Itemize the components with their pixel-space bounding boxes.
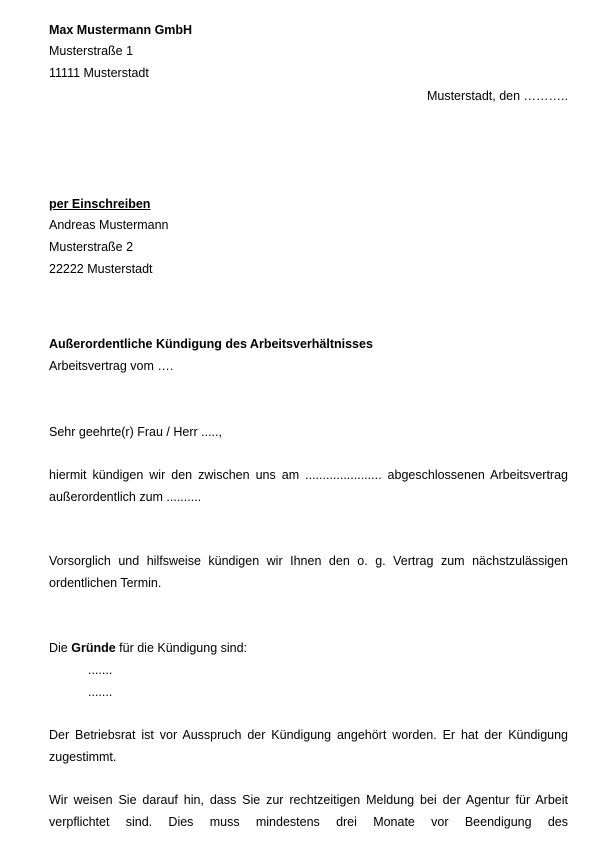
reasons-intro bbox=[49, 640, 247, 656]
recipient-city: 22222 Musterstadt bbox=[49, 262, 153, 276]
sender-city: 11111 Musterstadt bbox=[49, 66, 149, 80]
subject-line: Außerordentliche Kündigung des Arbeitsverhältnisses bbox=[49, 337, 373, 351]
place-date: Musterstadt, den ……….. bbox=[426, 89, 568, 103]
sender-street: Musterstraße 1 bbox=[49, 44, 134, 58]
contract-reference: Arbeitsvertrag vom …. bbox=[49, 359, 174, 373]
reason-item: ....... bbox=[88, 663, 113, 677]
paragraph-line: zugestimmt. bbox=[49, 750, 117, 764]
paragraph-line: Der Betriebsrat ist vor Ausspruch der Kündigung angehört worden. Er hat der Kündigung bbox=[49, 728, 568, 742]
paragraph-line: hiermit kündigen wir den zwischen uns am ...................... abgeschlossenen Arbeitsvertrag bbox=[49, 468, 568, 482]
reasons-prefix: Die bbox=[49, 641, 72, 655]
reasons-suffix: für die Kündigung sind: bbox=[115, 641, 248, 655]
paragraph-line: Wir weisen Sie darauf hin, dass Sie zur rechtzeitigen Meldung bei der Agentur für Arbeit bbox=[49, 793, 568, 807]
reasons-bold-word: Gründe bbox=[71, 641, 116, 655]
salutation: Sehr geehrte(r) Frau / Herr ....., bbox=[49, 425, 222, 439]
paragraph-line: ordentlichen Termin. bbox=[49, 576, 162, 590]
paragraph-line: außerordentlich zum .......... bbox=[49, 490, 202, 504]
paragraph-line: Vorsorglich und hilfsweise kündigen wir Ihnen den o. g. Vertrag zum nächstzulässigen bbox=[49, 554, 568, 568]
paragraph-line: verpflichtet sind. Dies muss mindestens drei Monate vor Beendigung des bbox=[49, 815, 568, 829]
reason-item: ....... bbox=[88, 685, 113, 699]
recipient-name: Andreas Mustermann bbox=[49, 218, 169, 232]
sender-company: Max Mustermann GmbH bbox=[49, 23, 193, 37]
delivery-method: per Einschreiben bbox=[49, 197, 151, 211]
recipient-street: Musterstraße 2 bbox=[49, 240, 134, 254]
